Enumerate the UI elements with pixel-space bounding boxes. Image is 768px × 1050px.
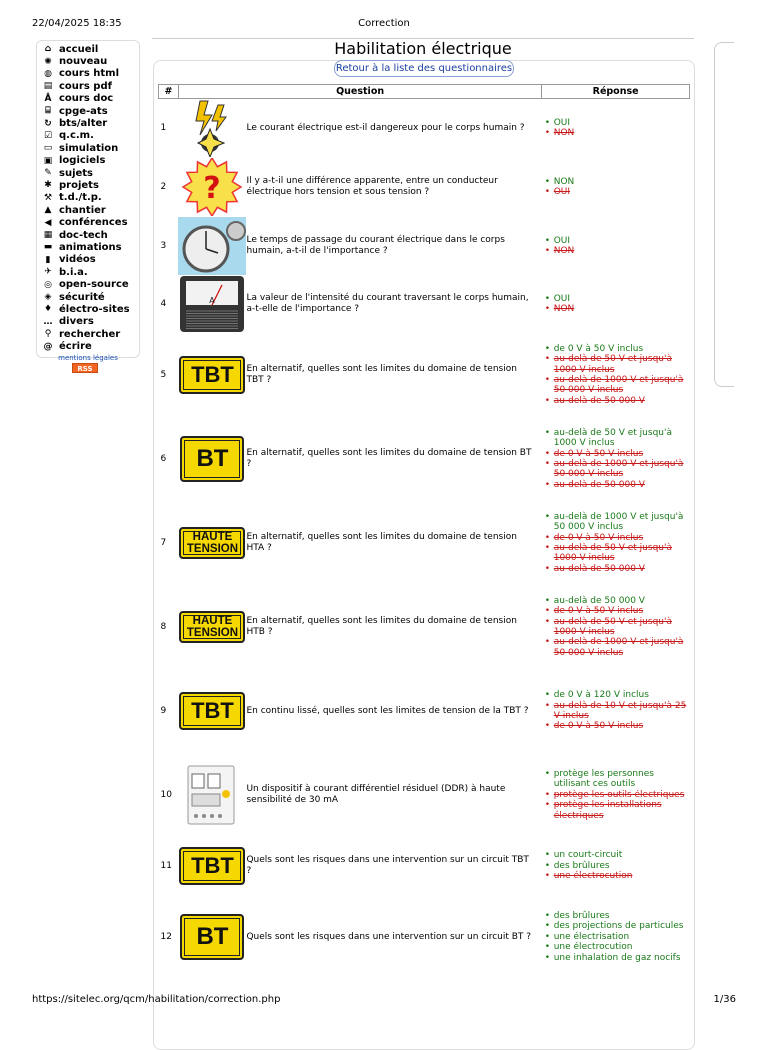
column-header-answer: Réponse	[542, 85, 690, 99]
answer-list	[542, 669, 690, 753]
answer-correct: • OUI	[542, 236, 690, 246]
sidebar-nav	[36, 40, 140, 358]
table-row	[159, 333, 690, 417]
plane-icon: ✈	[41, 266, 55, 278]
sidebar-item-label: électro-sites	[59, 304, 130, 315]
stopwatch-icon	[178, 217, 246, 275]
answer-wrong: • au-delà de 50 V et jusqu'à 1000 V inclus	[542, 354, 690, 375]
sidebar-item-label: animations	[59, 242, 122, 253]
dots-icon: …	[41, 316, 55, 328]
answer-wrong: • au-delà de 1000 V et jusqu'à 50 000 V inclus	[542, 459, 690, 480]
table-row	[159, 217, 690, 275]
question-number: 12	[159, 895, 179, 979]
answer-wrong: • protège les outils électriques	[542, 790, 690, 800]
answer-correct: • au-delà de 50 000 V	[542, 596, 690, 606]
question-text: En alternatif, quelles sont les limites du domaine de tension TBT ?	[246, 333, 541, 417]
question-text: En alternatif, quelles sont les limites du domaine de tension HTB ?	[246, 585, 541, 669]
question-mark-icon	[178, 158, 246, 216]
at-icon: @	[41, 341, 55, 353]
voltage-sign: HAUTE TENSION	[179, 527, 245, 559]
sidebar-item-film[interactable]	[41, 241, 135, 253]
cycle-icon: ↻	[41, 118, 55, 130]
table-row	[159, 99, 690, 158]
table-row	[159, 753, 690, 837]
sidebar-item-pen[interactable]	[41, 167, 135, 179]
answer-correct: • une électrisation	[542, 932, 690, 942]
sidebar-item-plane[interactable]	[41, 266, 135, 278]
answer-wrong: • de 0 V à 50 V inclus	[542, 449, 690, 459]
home-icon: ⌂	[41, 43, 55, 55]
answer-wrong: • au-delà de 1000 V et jusqu'à 50 000 V inclus	[542, 375, 690, 396]
ammeter-icon	[178, 275, 246, 333]
sidebar-item-search[interactable]	[41, 328, 135, 340]
warning-icon: ▲	[41, 204, 55, 216]
sidebar-item-dots[interactable]	[41, 316, 135, 328]
print-date: 22/04/2025 18:35	[32, 18, 122, 29]
sidebar-item-tool[interactable]	[41, 192, 135, 204]
table-row	[159, 417, 690, 501]
sidebar-item-label: nouveau	[59, 56, 107, 67]
answer-list	[542, 99, 690, 158]
answer-wrong: • au-delà de 50 V et jusqu'à 1000 V inclus	[542, 543, 690, 564]
checkbox-icon: ☑	[41, 130, 55, 142]
question-number: 2	[159, 157, 179, 217]
rcd-breaker-icon	[178, 764, 246, 826]
answer-wrong: • protège les installations électriques	[542, 800, 690, 821]
question-image	[178, 275, 246, 333]
sidebar-item-cycle[interactable]	[41, 117, 135, 129]
print-title: Correction	[32, 18, 736, 29]
table-row	[159, 585, 690, 669]
answer-correct: • des brûlures	[542, 911, 690, 921]
question-text: En alternatif, quelles sont les limites du domaine de tension BT ?	[246, 417, 541, 501]
sidebar-item-opensource[interactable]	[41, 278, 135, 290]
doc-icon: Å	[41, 93, 55, 105]
question-number: 5	[159, 333, 179, 417]
question-image	[178, 501, 246, 585]
answer-wrong: • au-delà de 10 V et jusqu'à 25 V inclus	[542, 701, 690, 722]
sidebar-item-at[interactable]	[41, 340, 135, 352]
answer-wrong: • NON	[542, 304, 690, 314]
answer-list	[542, 275, 690, 333]
voltage-sign: BT	[180, 914, 244, 960]
answer-wrong: • au-delà de 1000 V et jusqu'à 50 000 V inclus	[542, 637, 690, 658]
tool-icon: ⚒	[41, 192, 55, 204]
answer-wrong: • de 0 V à 50 V inclus	[542, 721, 690, 731]
answer-correct: • au-delà de 1000 V et jusqu'à 50 000 V inclus	[542, 512, 690, 533]
lightning-icon	[178, 99, 246, 157]
question-image	[178, 217, 246, 275]
print-footer	[32, 994, 736, 1008]
question-number: 11	[159, 837, 179, 895]
answer-wrong: • NON	[542, 246, 690, 256]
question-number: 6	[159, 417, 179, 501]
question-image	[178, 753, 246, 837]
sidebar-item-label: b.i.a.	[59, 267, 88, 278]
question-text: Le temps de passage du courant électrique dans le corps humain, a-t-il de l'importance ?	[246, 217, 541, 275]
question-image	[178, 895, 246, 979]
question-text: Quels sont les risques dans une intervention sur un circuit BT ?	[246, 895, 541, 979]
answer-list	[542, 501, 690, 585]
svg-text:A: A	[210, 296, 216, 305]
sidebar-item-label: écrire	[59, 341, 92, 352]
answer-correct: • de 0 V à 120 V inclus	[542, 690, 690, 700]
table-row	[159, 895, 690, 979]
answer-wrong: • OUI	[542, 187, 690, 197]
puzzle-icon: ✱	[41, 179, 55, 191]
rss-button[interactable]: RSS	[72, 363, 98, 373]
question-image	[178, 333, 246, 417]
sidebar-item-label: rechercher	[59, 329, 120, 340]
voltage-sign: TBT	[179, 692, 245, 730]
voltage-sign: HAUTE TENSION	[179, 611, 245, 643]
sidebar-item-monitor[interactable]	[41, 142, 135, 154]
question-number: 8	[159, 585, 179, 669]
table-header-row	[159, 85, 690, 99]
globe-icon: ◍	[41, 68, 55, 80]
question-number: 1	[159, 99, 179, 158]
question-number: 3	[159, 217, 179, 275]
book-icon: ▦	[41, 229, 55, 241]
sidebar-item-disk[interactable]	[41, 155, 135, 167]
megaphone-icon: ◀	[41, 217, 55, 229]
disk-icon: ▣	[41, 155, 55, 167]
sidebar-item-label: sécurité	[59, 292, 105, 303]
sidebar-item-label: logiciels	[59, 155, 105, 166]
table-row	[159, 275, 690, 333]
question-text: Quels sont les risques dans une intervention sur un circuit TBT ?	[246, 837, 541, 895]
answer-correct: • OUI	[542, 294, 690, 304]
question-text: En alternatif, quelles sont les limites du domaine de tension HTA ?	[246, 501, 541, 585]
sidebar-item-label: sujets	[59, 168, 93, 179]
question-image	[178, 99, 246, 158]
answer-correct: • une électrocution	[542, 942, 690, 952]
answer-correct: • des projections de particules	[542, 921, 690, 931]
sidebar-item-home[interactable]	[41, 43, 135, 55]
sidebar-item-puzzle[interactable]	[41, 179, 135, 191]
answer-wrong: • au-delà de 50 000 V	[542, 564, 690, 574]
sidebar-item-label: open-source	[59, 279, 129, 290]
sidebar-item-doc[interactable]	[41, 93, 135, 105]
question-text: La valeur de l'intensité du courant traversant le corps humain, a-t-elle de l'importance ?	[246, 275, 541, 333]
pdf-icon: ▤	[41, 80, 55, 92]
question-number: 4	[159, 275, 179, 333]
sidebar-item-label: doc-tech	[59, 230, 108, 241]
question-text: En continu lissé, quelles sont les limites de tension de la TBT ?	[246, 669, 541, 753]
opensource-icon: ◎	[41, 279, 55, 291]
answer-correct: • une inhalation de gaz nocifs	[542, 953, 690, 963]
sidebar-item-label: simulation	[59, 143, 118, 154]
question-image	[178, 157, 246, 217]
table-row	[159, 669, 690, 753]
answer-wrong: • au-delà de 50 V et jusqu'à 1000 V inclus	[542, 617, 690, 638]
answer-correct: • au-delà de 50 V et jusqu'à 1000 V inclus	[542, 428, 690, 449]
column-header-question: Question	[178, 85, 541, 99]
side-tab[interactable]	[714, 42, 734, 387]
question-number: 7	[159, 501, 179, 585]
sidebar-item-label: cours doc	[59, 93, 113, 104]
answer-wrong: • de 0 V à 50 V inclus	[542, 533, 690, 543]
back-to-list-button[interactable]: Retour à la liste des questionnaires	[334, 60, 514, 77]
answer-correct: • un court-circuit	[542, 850, 690, 860]
sidebar-item-label: cours pdf	[59, 81, 112, 92]
column-header-num: #	[159, 85, 179, 99]
question-image	[178, 585, 246, 669]
sidebar-item-label: cours html	[59, 68, 119, 79]
pen-icon: ✎	[41, 167, 55, 179]
new-icon: ✺	[41, 56, 55, 68]
answer-list	[542, 417, 690, 501]
sidebar-item-label: chantier	[59, 205, 106, 216]
answer-list	[542, 585, 690, 669]
answer-correct: • des brûlures	[542, 861, 690, 871]
question-image	[178, 417, 246, 501]
sidebar-item-pdf[interactable]	[41, 80, 135, 92]
plug-icon: ♦	[41, 303, 55, 315]
video-icon: ▮	[41, 254, 55, 266]
table-row	[159, 837, 690, 895]
print-url: https://sitelec.org/qcm/habilitation/correction.php	[32, 994, 280, 1005]
sidebar-item-megaphone[interactable]	[41, 216, 135, 228]
answer-wrong: • de 0 V à 50 V inclus	[542, 606, 690, 616]
answer-list	[542, 217, 690, 275]
answer-list	[542, 333, 690, 417]
voltage-sign: BT	[180, 436, 244, 482]
print-page-number: 1/36	[714, 994, 736, 1005]
sidebar-item-label: bts/alter	[59, 118, 107, 129]
answer-wrong: • une électrocution	[542, 871, 690, 881]
answer-correct: • de 0 V à 50 V inclus	[542, 344, 690, 354]
voltage-sign: TBT	[179, 356, 245, 394]
sidebar-item-label: projets	[59, 180, 99, 191]
answer-list	[542, 837, 690, 895]
sidebar-item-warning[interactable]	[41, 204, 135, 216]
sidebar-item-label: accueil	[59, 44, 98, 55]
sidebar-item-label: q.c.m.	[59, 130, 94, 141]
legal-mentions-link[interactable]: mentions légales	[36, 354, 140, 362]
sidebar-item-globe[interactable]	[41, 68, 135, 80]
table-row	[159, 501, 690, 585]
sidebar-item-label: conférences	[59, 217, 128, 228]
search-icon: ⚲	[41, 328, 55, 340]
correction-table	[158, 84, 690, 979]
answer-correct: • OUI	[542, 118, 690, 128]
question-text: Il y a-t-il une différence apparente, entre un conducteur électrique hors tension et sous tension ?	[246, 157, 541, 217]
monitor-icon: ▭	[41, 142, 55, 154]
sidebar-item-plug[interactable]	[41, 303, 135, 315]
sidebar-item-shield[interactable]	[41, 291, 135, 303]
sidebar-item-label: vidéos	[59, 254, 96, 265]
question-text: Un dispositif à courant différentiel résiduel (DDR) à haute sensibilité de 30 mA	[246, 753, 541, 837]
answer-wrong: • NON	[542, 128, 690, 138]
answer-list	[542, 895, 690, 979]
sidebar-item-checkbox[interactable]	[41, 130, 135, 142]
sidebar-item-building[interactable]	[41, 105, 135, 117]
answer-list	[542, 753, 690, 837]
sidebar-item-label: t.d./t.p.	[59, 192, 102, 203]
sidebar-item-label: divers	[59, 316, 94, 327]
answer-wrong: • au-delà de 50 000 V	[542, 480, 690, 490]
sidebar-item-new[interactable]	[41, 55, 135, 67]
question-text: Le courant électrique est-il dangereux pour le corps humain ?	[246, 99, 541, 158]
answer-wrong: • au-delà de 50 000 V	[542, 396, 690, 406]
print-header	[32, 18, 736, 32]
table-row	[159, 157, 690, 217]
page-title: Habilitation électrique	[152, 39, 694, 58]
answer-list	[542, 157, 690, 217]
sidebar-item-label: cpge-ats	[59, 106, 108, 117]
question-number: 9	[159, 669, 179, 753]
sidebar-item-video[interactable]	[41, 254, 135, 266]
question-number: 10	[159, 753, 179, 837]
shield-icon: ◈	[41, 291, 55, 303]
svg-text:?: ?	[204, 171, 221, 206]
question-image	[178, 669, 246, 753]
sidebar-item-book[interactable]	[41, 229, 135, 241]
voltage-sign: TBT	[179, 847, 245, 885]
question-image	[178, 837, 246, 895]
building-icon: ⌸	[41, 105, 55, 117]
answer-correct: • NON	[542, 177, 690, 187]
answer-correct: • protège les personnes utilisant ces outils	[542, 769, 690, 790]
film-icon: ▬	[41, 241, 55, 253]
